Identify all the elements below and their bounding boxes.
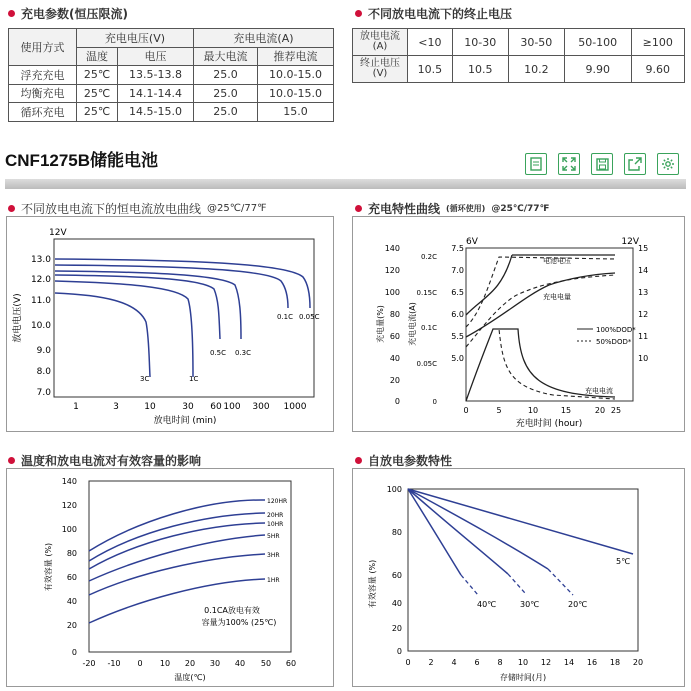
x-tick: 0 bbox=[137, 659, 143, 668]
v6-tick: 6.5 bbox=[451, 288, 464, 297]
current-tick: 0.15C bbox=[416, 289, 437, 297]
x-tick: 15 bbox=[560, 406, 572, 415]
curve-3c bbox=[55, 293, 150, 377]
curve-5hr bbox=[89, 535, 265, 581]
legend-50dod: 50%DOD* bbox=[596, 338, 632, 346]
x-tick: 50 bbox=[260, 659, 272, 668]
cell-current: 50-100 bbox=[564, 29, 631, 56]
y-tick: 13.0 bbox=[30, 255, 51, 265]
curve-3hr bbox=[89, 554, 265, 595]
x-tick: 16 bbox=[586, 658, 598, 667]
product-title: CNF1275B储能电池 bbox=[5, 151, 159, 170]
cell-current: 10-30 bbox=[452, 29, 508, 56]
y-tick: 100 bbox=[61, 525, 77, 534]
y-tick: 140 bbox=[61, 477, 77, 486]
v6-tick: 7.5 bbox=[451, 244, 464, 253]
x-tick: 300 bbox=[252, 402, 270, 412]
header-temp: 温度 bbox=[77, 47, 118, 66]
cell-rec: 10.0-15.0 bbox=[258, 66, 334, 85]
label-20hr: 20HR bbox=[267, 512, 284, 519]
temp-chart-panel bbox=[6, 468, 334, 687]
note-line2: 容量为100% (25℃) bbox=[201, 618, 277, 627]
y-axis-label: 有效容量 (%) bbox=[368, 559, 377, 609]
battery-label: 12V bbox=[49, 228, 67, 238]
label-3c: 3C bbox=[140, 375, 150, 383]
cell-voltage: 10.5 bbox=[408, 56, 453, 83]
y-tick: 11.0 bbox=[30, 296, 51, 306]
x-tick: 0 bbox=[463, 406, 469, 415]
current-axis-label: 充电电流(A) bbox=[408, 302, 417, 346]
v6-tick: 5.5 bbox=[451, 332, 464, 341]
x-tick: 30 bbox=[209, 659, 221, 668]
label-0-3c: 0.3C bbox=[235, 349, 252, 357]
v12-tick: 10 bbox=[638, 354, 649, 363]
annotation-capacity: 充电电量 bbox=[543, 293, 571, 301]
header-volt: 电压 bbox=[118, 47, 194, 66]
x-tick: 5 bbox=[496, 406, 502, 415]
curve-20c bbox=[408, 489, 548, 569]
section-title: 不同放电电流下的恒电流放电曲线 bbox=[21, 202, 202, 216]
curve-20c-ext bbox=[548, 569, 573, 595]
v6-tick: 6.0 bbox=[451, 310, 464, 319]
capacity-50 bbox=[466, 275, 615, 347]
save-icon bbox=[596, 158, 609, 171]
x-tick: 0 bbox=[405, 658, 411, 667]
settings-button[interactable] bbox=[657, 153, 679, 175]
bullet-icon bbox=[8, 205, 15, 212]
self-discharge-chart bbox=[353, 469, 684, 686]
voltage-100-rise bbox=[466, 255, 512, 315]
cell-max: 25.0 bbox=[193, 103, 257, 122]
label-20c: 20℃ bbox=[568, 600, 588, 609]
header-voltage bbox=[353, 56, 408, 83]
header-current-label: 放电电流 bbox=[360, 31, 400, 42]
bullet-icon bbox=[8, 457, 15, 464]
section-charge-curve bbox=[355, 200, 549, 217]
cell-rec: 15.0 bbox=[258, 103, 334, 122]
y-tick: 80 bbox=[66, 549, 77, 558]
header-voltage: 充电电压(V) bbox=[77, 29, 194, 48]
x-tick: 30 bbox=[182, 402, 194, 412]
header-current bbox=[353, 29, 408, 56]
y-tick: 0 bbox=[396, 647, 402, 656]
cell-voltage: 9.60 bbox=[631, 56, 684, 83]
section-charge-params bbox=[8, 5, 128, 22]
capacity-tick: 20 bbox=[389, 376, 400, 385]
plot-frame bbox=[54, 239, 314, 397]
cell-max: 25.0 bbox=[193, 84, 257, 103]
y-axis-label: 放电电压(V) bbox=[13, 293, 23, 343]
header-voltage-label: 终止电压 bbox=[360, 58, 400, 69]
capacity-tick: 120 bbox=[384, 266, 400, 275]
y-tick: 0 bbox=[71, 648, 77, 657]
current-tick: 0.05C bbox=[416, 360, 437, 368]
cell-temp: 25℃ bbox=[77, 103, 118, 122]
x-tick: 20 bbox=[594, 406, 606, 415]
discharge-chart-panel bbox=[6, 216, 334, 432]
header-voltage-unit: (V) bbox=[372, 68, 388, 79]
bullet-icon bbox=[355, 457, 362, 464]
section-temp-capacity bbox=[8, 452, 201, 469]
x-tick: 18 bbox=[609, 658, 621, 667]
x-tick: 1 bbox=[73, 402, 79, 412]
y-tick: 40 bbox=[391, 599, 402, 608]
x-tick: 60 bbox=[210, 402, 222, 412]
current-tick: 0.1C bbox=[420, 324, 437, 332]
note-line1: 0.1CA放电有效 bbox=[204, 606, 260, 615]
header-mode: 使用方式 bbox=[9, 29, 77, 66]
x-tick: 1000 bbox=[283, 402, 307, 412]
v12-tick: 15 bbox=[638, 244, 649, 253]
section-discharge-curve bbox=[8, 200, 267, 217]
x-tick: 20 bbox=[632, 658, 644, 667]
v12-tick: 12 bbox=[638, 310, 649, 319]
section-title: 自放电参数特性 bbox=[368, 454, 453, 468]
x-tick: 60 bbox=[285, 659, 297, 668]
capacity-100 bbox=[466, 273, 615, 337]
label-0-05c: 0.05C bbox=[299, 313, 320, 321]
cell-temp: 25℃ bbox=[77, 66, 118, 85]
cell-current: 30-50 bbox=[508, 29, 564, 56]
y-tick: 60 bbox=[66, 573, 77, 582]
curve-1c bbox=[55, 281, 193, 377]
expand-icon bbox=[562, 157, 576, 171]
y-tick: 120 bbox=[61, 501, 77, 510]
section-title: 充电参数(恒压限流) bbox=[21, 7, 128, 21]
y-tick: 100 bbox=[386, 485, 402, 494]
y-tick: 60 bbox=[391, 571, 402, 580]
annotation-voltage: 电池电压 bbox=[543, 257, 571, 265]
temp-chart bbox=[7, 469, 333, 686]
cell-mode: 均衡充电 bbox=[9, 84, 77, 103]
y-tick: 7.0 bbox=[36, 388, 51, 398]
section-cutoff-voltage bbox=[355, 5, 512, 22]
y-tick: 8.0 bbox=[36, 367, 51, 377]
section-condition: @25℃/77℉ bbox=[207, 203, 267, 214]
share-button[interactable] bbox=[624, 153, 646, 175]
x-tick: 20 bbox=[184, 659, 196, 668]
charge-chart-panel bbox=[352, 216, 685, 432]
x-tick: 2 bbox=[428, 658, 434, 667]
y-tick: 80 bbox=[391, 528, 402, 537]
cell-rec: 10.0-15.0 bbox=[258, 84, 334, 103]
x-axis-label: 充电时间 (hour) bbox=[515, 419, 583, 429]
charge-params-table bbox=[8, 28, 334, 122]
cell-voltage: 10.2 bbox=[508, 56, 564, 83]
cell-volt: 14.5-15.0 bbox=[118, 103, 194, 122]
section-title: 温度和放电电流对有效容量的影响 bbox=[21, 454, 202, 468]
v12-tick: 11 bbox=[638, 332, 649, 341]
x-axis-label: 存储时间(月) bbox=[499, 673, 547, 682]
plot-frame bbox=[408, 489, 638, 651]
capacity-tick: 140 bbox=[384, 244, 400, 253]
cell-current: <10 bbox=[408, 29, 453, 56]
y-tick: 10.0 bbox=[30, 321, 51, 331]
y-tick: 20 bbox=[66, 621, 77, 630]
curve-30c-ext bbox=[508, 574, 525, 593]
y-tick: 20 bbox=[391, 624, 402, 633]
voltage-50 bbox=[466, 257, 615, 327]
table-row bbox=[9, 103, 334, 122]
header-current-unit: (A) bbox=[372, 41, 388, 52]
save-button[interactable] bbox=[591, 153, 613, 175]
capacity-tick: 40 bbox=[389, 354, 400, 363]
cell-current: ≥100 bbox=[631, 29, 684, 56]
annotation-current: 充电电流 bbox=[585, 387, 613, 395]
x-axis-label: 放电时间 (min) bbox=[153, 416, 217, 426]
bullet-icon bbox=[355, 205, 362, 212]
divider-bar bbox=[5, 179, 686, 189]
section-title: 充电特性曲线 bbox=[368, 202, 441, 216]
x-axis-label: 温度(℃) bbox=[174, 673, 206, 682]
y-tick: 12.0 bbox=[30, 275, 51, 285]
x-tick: 4 bbox=[451, 658, 457, 667]
header-current: 充电电流(A) bbox=[193, 29, 333, 48]
cell-volt: 13.5-13.8 bbox=[118, 66, 194, 85]
x-tick: 6 bbox=[474, 658, 480, 667]
x-tick: 25 bbox=[610, 406, 622, 415]
label-5c: 5℃ bbox=[616, 557, 631, 566]
v12-tick: 13 bbox=[638, 288, 649, 297]
plot-frame bbox=[466, 248, 633, 401]
section-self-discharge bbox=[355, 452, 452, 469]
capacity-axis-label: 充电量(%) bbox=[376, 305, 385, 343]
label-120hr: 120HR bbox=[267, 498, 288, 505]
x-tick: 10 bbox=[527, 406, 539, 415]
table-row bbox=[9, 84, 334, 103]
section-condition: @25℃/77℉ bbox=[491, 203, 550, 214]
label-12v: 12V bbox=[621, 237, 639, 247]
x-tick: 100 bbox=[223, 402, 241, 412]
curve-40c-ext bbox=[461, 575, 478, 595]
capacity-tick: 60 bbox=[389, 332, 400, 341]
share-icon bbox=[628, 157, 642, 171]
label-40c: 40℃ bbox=[477, 600, 497, 609]
label-1c: 1C bbox=[189, 375, 199, 383]
gear-icon bbox=[661, 157, 675, 171]
x-tick: 10 bbox=[144, 402, 156, 412]
y-axis-label: 有效容量 (%) bbox=[44, 542, 53, 592]
legend-100dod: 100%DOD* bbox=[596, 326, 636, 334]
document-button[interactable] bbox=[525, 153, 547, 175]
cell-voltage: 9.90 bbox=[564, 56, 631, 83]
table-row bbox=[9, 66, 334, 85]
label-3hr: 3HR bbox=[267, 552, 280, 559]
document-icon bbox=[530, 157, 542, 171]
cell-mode: 浮充充电 bbox=[9, 66, 77, 85]
capacity-tick: 0 bbox=[394, 397, 400, 406]
x-tick: 3 bbox=[113, 402, 119, 412]
cell-voltage: 10.5 bbox=[452, 56, 508, 83]
x-tick: -20 bbox=[82, 659, 96, 668]
x-tick: 10 bbox=[159, 659, 171, 668]
current-tick: 0 bbox=[432, 398, 437, 406]
label-30c: 30℃ bbox=[520, 600, 540, 609]
label-6v: 6V bbox=[466, 237, 478, 247]
y-tick: 9.0 bbox=[36, 346, 51, 356]
bullet-icon bbox=[355, 10, 362, 17]
self-discharge-panel bbox=[352, 468, 685, 687]
curve-0-5c bbox=[55, 275, 220, 339]
header-max: 最大电流 bbox=[193, 47, 257, 66]
curve-30c bbox=[408, 489, 508, 574]
discharge-chart bbox=[7, 217, 333, 431]
cell-max: 25.0 bbox=[193, 66, 257, 85]
x-tick: 40 bbox=[234, 659, 246, 668]
v6-tick: 5.0 bbox=[451, 354, 464, 363]
bullet-icon bbox=[8, 10, 15, 17]
x-tick: 10 bbox=[517, 658, 529, 667]
section-subtitle: (循环使用) bbox=[446, 204, 486, 213]
label-0-1c: 0.1C bbox=[277, 313, 294, 321]
charge-chart bbox=[353, 217, 684, 431]
curve-0-05c bbox=[55, 259, 310, 308]
label-5hr: 5HR bbox=[267, 533, 280, 540]
capacity-tick: 100 bbox=[384, 288, 400, 297]
x-tick: 12 bbox=[540, 658, 552, 667]
section-title: 不同放电电流下的终止电压 bbox=[368, 7, 513, 21]
v6-tick: 7.0 bbox=[451, 266, 464, 275]
label-0-5c: 0.5C bbox=[210, 349, 227, 357]
current-tick: 0.2C bbox=[420, 253, 437, 261]
x-tick: -10 bbox=[107, 659, 121, 668]
header-rec: 推荐电流 bbox=[258, 47, 334, 66]
v12-tick: 14 bbox=[638, 266, 649, 275]
x-tick: 14 bbox=[563, 658, 575, 667]
x-tick: 8 bbox=[497, 658, 503, 667]
curve-1hr bbox=[89, 579, 265, 623]
cutoff-voltage-table bbox=[352, 28, 685, 83]
y-tick: 40 bbox=[66, 597, 77, 606]
label-1hr: 1HR bbox=[267, 577, 280, 584]
cell-volt: 14.1-14.4 bbox=[118, 84, 194, 103]
capacity-tick: 80 bbox=[389, 310, 400, 319]
cell-temp: 25℃ bbox=[77, 84, 118, 103]
cell-mode: 循环充电 bbox=[9, 103, 77, 122]
label-10hr: 10HR bbox=[267, 521, 284, 528]
expand-button[interactable] bbox=[558, 153, 580, 175]
